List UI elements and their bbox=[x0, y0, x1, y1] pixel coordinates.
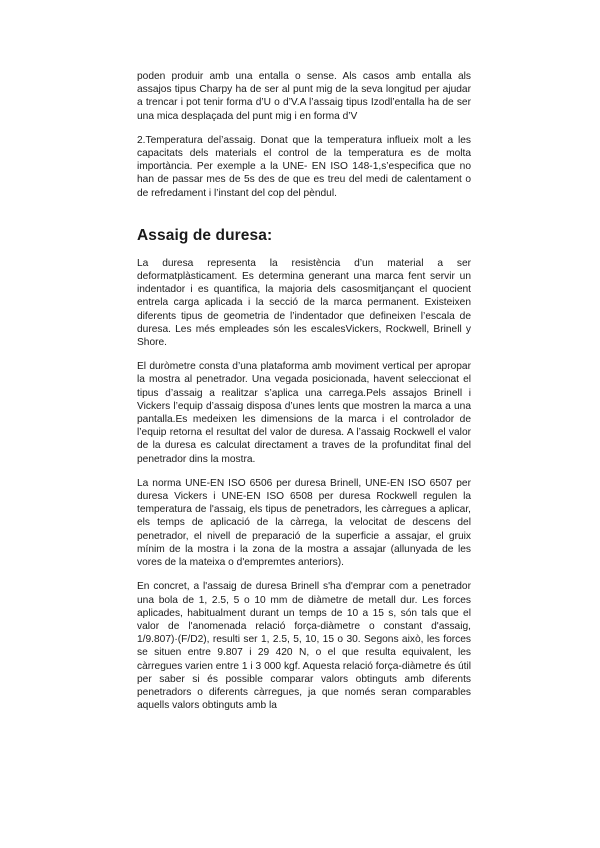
norma-paragraph: La norma UNE-EN ISO 6506 per duresa Brinell, UNE-EN ISO 6507 per duresa Vickers i UNE-EN ISO 6508 per duresa Rockwell regulen la temperatura de l'assaig, els tipus de penetradors, les càrregues a aplicar, els temps de aplicació de la càrrega, la velocitat de descens del penetrador, el nivell de preparació de la superficie a assajar, el gruix mínim de la mostra i la zona de la mostra a assajar (allunyada de les vores de la mateixa o d'empremtes anteriors). bbox=[137, 477, 471, 569]
temperature-paragraph: 2.Temperatura del’assaig. Donat que la temperatura influeix molt a les capacitats dels materials el control de la temperatura es de molta importància. Per exemple a la UNE- EN ISO 148-1,s’especifica que no han de passar mes de 5s des de que es treu del medi de calentament o de refredament i l’instant del cop del pèndul. bbox=[137, 134, 471, 199]
brinell-paragraph: En concret, a l'assaig de duresa Brinell s'ha d'emprar com a penetrador una bola de 1, 2.5, 5 o 10 mm de diàmetre de metall dur. Les forces aplicades, habitualment durant un temps de 10 a 15 s, són tals que el valor de l'anomenada relació força-diàmetre o constant d'assaig, 1/9.807)·(F/D2), resulti ser 1, 2.5, 5, 10, 15 o 30. Segons això, les forces se situen entre 9.807 i 29 420 N, o el que resulta equivalent, les càrregues varien entre 1 i 3 000 kgf. Aquesta relació força-diàmetre és útil per saber si és possible comparar valors obtinguts amb diferents penetradors o diferents càrregues, ja que només seran comparables aquells valors obtinguts amb la bbox=[137, 581, 471, 712]
section-heading: Assaig de duresa: bbox=[137, 226, 273, 244]
document-body bbox=[137, 70, 471, 723]
intro-paragraph: poden produir amb una entalla o sense. Als casos amb entalla als assajos tipus Charpy ha de ser al punt mig de la seva longitud per ajudar a trencar i pot tenir forma d’U o d’V.A l’assaig tipus Izodl’entalla ha de ser una mica desplaçada del punt mig i en forma d’V bbox=[137, 71, 471, 122]
durometre-paragraph: El duròmetre consta d’una plataforma amb moviment vertical per apropar la mostra al penetrador. Una vegada posicionada, havent seleccionat el tipus d’assaig a realitzar s’aplica una carrega.Pels assajos Brinell i Vickers l’equip d’assaig disposa d’unes lents que mostren la marca a una pantalla.Es medeixen les dimensions de la marca i el controlador de l’equip retorna el resultat del valor de duresa. A l’assaig Rockwell el valor de la duresa es calculat directament a traves de la profunditat final del penetrador dins la mostra. bbox=[137, 361, 471, 465]
duresa-paragraph: La duresa representa la resistència d’un material a ser deformatplàsticament. Es determina generant una marca fent servir un indentador i es quantifica, la majoria dels casosmitjançant el quocient entrela carga aplicada i la secció de la marca permanent. Existeixen diferents tipus de geometria de l’indentador que defineixen l’escala de duresa. Les més empleades són les escalesVickers, Rockwell, Brinell y Shore. bbox=[137, 257, 471, 349]
